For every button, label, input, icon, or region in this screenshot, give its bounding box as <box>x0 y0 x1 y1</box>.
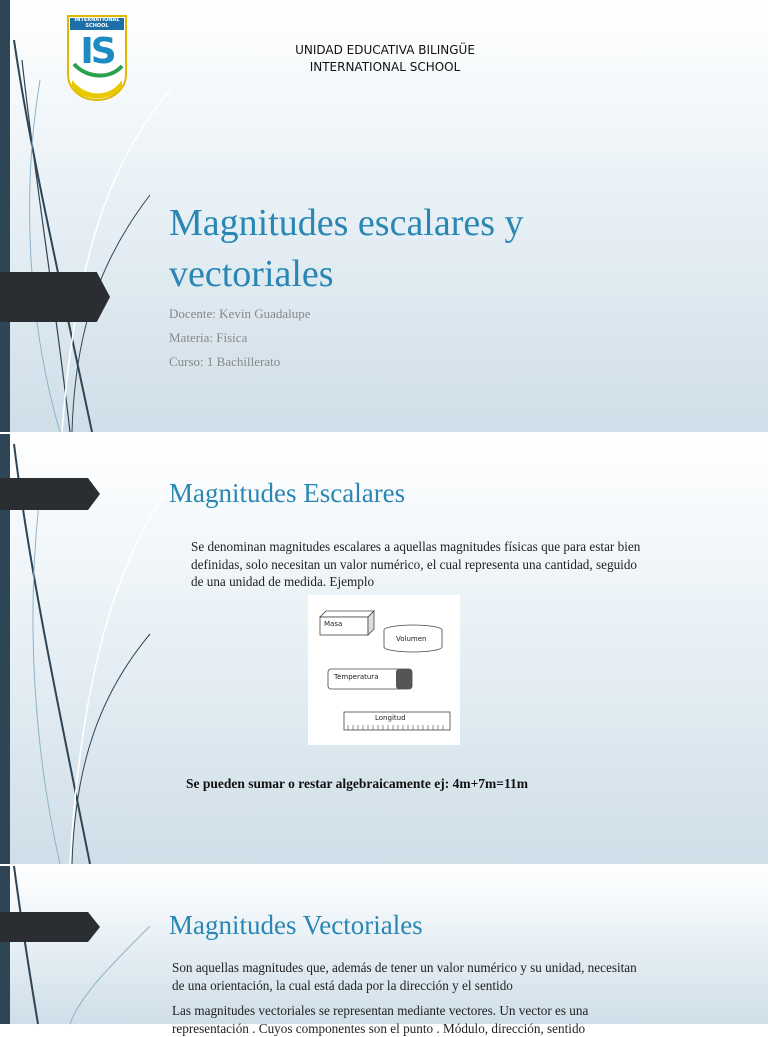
vector-slide <box>0 866 768 1024</box>
scalar-examples-figure <box>308 595 460 745</box>
bullet-line2: definidas, solo necesitan un valor numérico, el cual representa una cantidad, seguido <box>191 556 741 574</box>
bullet-text-1 <box>172 959 752 994</box>
section-heading: Magnitudes Escalares <box>169 478 405 509</box>
heading-arrow <box>0 478 100 510</box>
length-label: Longitud <box>375 714 406 722</box>
teacher-label: Docente: Kevin Guadalupe <box>169 306 311 322</box>
logo-letters: IS <box>72 32 122 72</box>
slide-title-line1: Magnitudes escalares y <box>169 198 729 249</box>
volume-label: Volumen <box>396 635 426 643</box>
heading-arrow <box>0 912 100 942</box>
logo-text: INTERNATIONAL SCHOOL <box>70 17 124 29</box>
school-name-line2: INTERNATIONAL SCHOOL <box>240 59 530 76</box>
slide-title <box>169 198 729 300</box>
bullet-text-2 <box>172 1002 752 1037</box>
temperature-label: Temperatura <box>334 673 378 681</box>
scalar-examples-drawing <box>308 595 460 745</box>
bullet1-line1: Son aquellas magnitudes que, además de tener un valor numérico y su unidad, necesitan <box>172 959 752 977</box>
title-arrow <box>0 272 110 322</box>
school-logo <box>66 14 128 102</box>
mass-label: Masa <box>324 620 342 628</box>
bullet-text <box>191 538 741 591</box>
school-name <box>240 42 530 76</box>
subject-label: Materia: Física <box>169 330 247 346</box>
school-name-line1: UNIDAD EDUCATIVA BILINGÜE <box>240 42 530 59</box>
bullet-line3: de una unidad de medida. Ejemplo <box>191 573 741 591</box>
algebraic-note: Se pueden sumar o restar algebraicamente ej: 4m+7m=11m <box>186 776 528 792</box>
slide-title-line2: vectoriales <box>169 249 729 300</box>
course-label: Curso: 1 Bachillerato <box>169 354 280 370</box>
bullet2-line1: Las magnitudes vectoriales se representan mediante vectores. Un vector es una <box>172 1002 752 1020</box>
title-slide <box>0 0 768 432</box>
bullet2-line2: representación . Cuyos componentes son el punto . Módulo, dirección, sentido <box>172 1020 752 1037</box>
decorative-curves <box>0 866 200 1024</box>
section-heading: Magnitudes Vectoriales <box>169 910 423 941</box>
bullet-line1: Se denominan magnitudes escalares a aquellas magnitudes físicas que para estar bien <box>191 538 741 556</box>
bullet1-line2: de una orientación, la cual está dada por la dirección y el sentido <box>172 977 752 995</box>
